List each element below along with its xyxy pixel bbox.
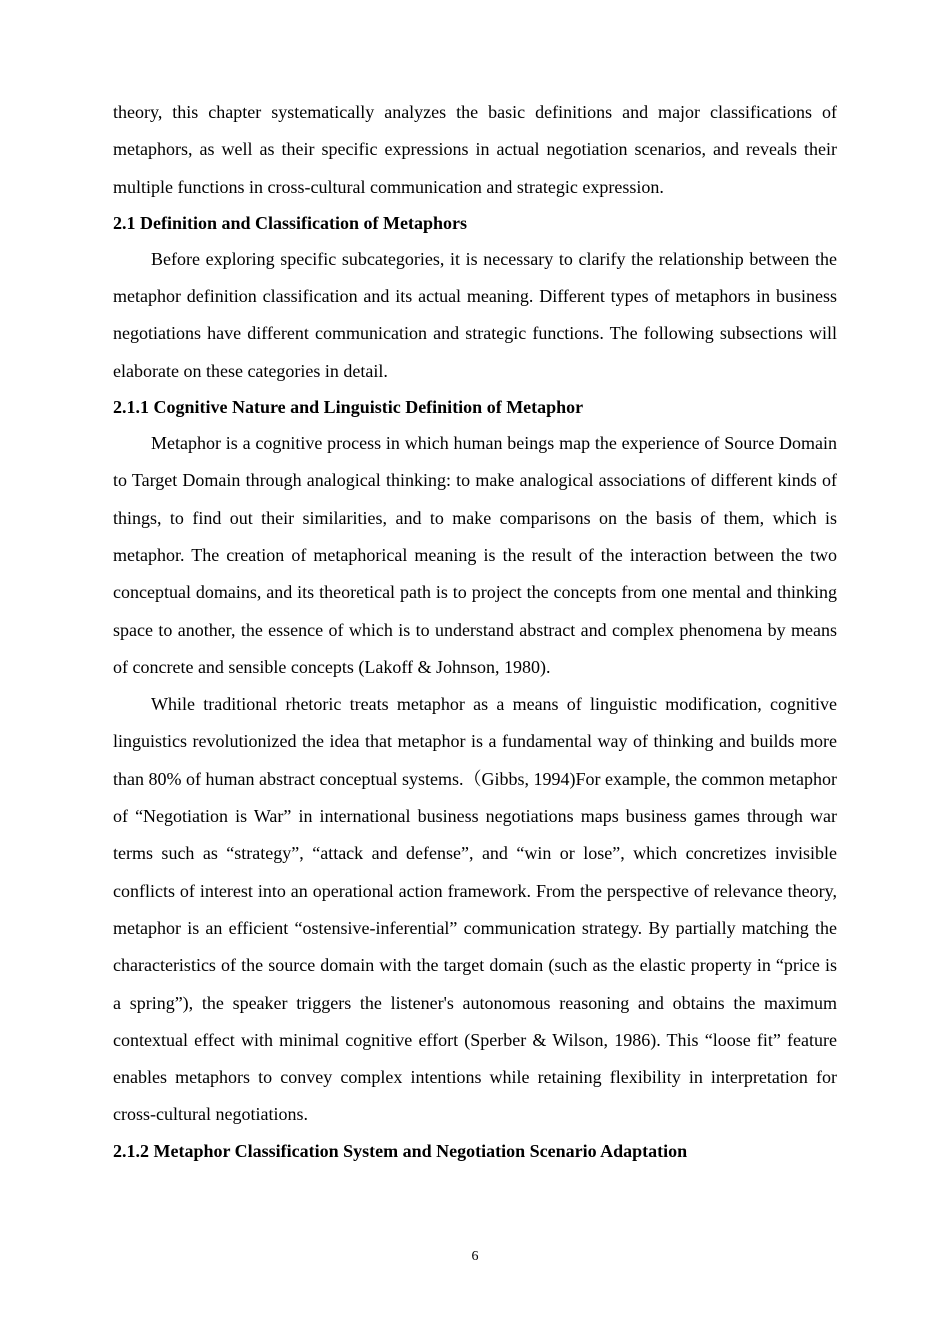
section-heading-2-1: 2.1 Definition and Classification of Metaphors [113,212,468,233]
intro-paragraph: theory, this chapter systematically analyzes the basic definitions and major classifications of metaphors, as well as their specific expressions in actual negotiation scenarios, and reveals their multiple functions in cross-cultural communication and strategic expression. [113,102,837,197]
document-body [113,94,837,1169]
page-number: 6 [471,1249,479,1264]
section-2-1-1-paragraph-2: While traditional rhetoric treats metaphor as a means of linguistic modification, cognitive linguistics revolutionized the idea that metaphor is a fundamental way of thinking and builds more than 80% of human abstract conceptual systems.（Gibbs, 1994)For example, the common metaphor of “Negotiation is War” in international business negotiations maps business games through war terms such as “strategy”, “attack and defense”, and “win or lose”, which concretizes invisible conflicts of interest into an operational action framework. From the perspective of relevance theory, metaphor is an efficient “ostensive-inferential” communication strategy. By partially matching the characteristics of the source domain with the target domain (such as the elastic property in “price is a spring”), the speaker triggers the listener's autonomous reasoning and obtains the maximum contextual effect with minimal cognitive effort (Sperber & Wilson, 1986). This “loose fit” feature enables metaphors to convey complex intentions while retaining flexibility in interpretation for cross-cultural negotiations. [113,694,837,1125]
section-2-1-1-paragraph-1: Metaphor is a cognitive process in which human beings map the experience of Source Domain to Target Domain through analogical thinking: to make analogical associations of different kinds of things, to find out their similarities, and to make comparisons on the basis of them, which is metaphor. The creation of metaphorical meaning is the result of the interaction between the two conceptual domains, and its theoretical path is to project the concepts from one mental and thinking space to another, the essence of which is to understand abstract and complex phenomena by means of concrete and sensible concepts (Lakoff & Johnson, 1980). [113,433,837,677]
section-2-1-paragraph: Before exploring specific subcategories, it is necessary to clarify the relationship between the metaphor definition classification and its actual meaning. Different types of metaphors in business negotiations have different communication and strategic functions. The following subsections will elaborate on these categories in detail. [113,248,837,381]
section-heading-2-1-1: 2.1.1 Cognitive Nature and Linguistic Definition of Metaphor [113,397,584,418]
section-heading-2-1-2: 2.1.2 Metaphor Classification System and Negotiation Scenario Adaptation [113,1140,688,1161]
